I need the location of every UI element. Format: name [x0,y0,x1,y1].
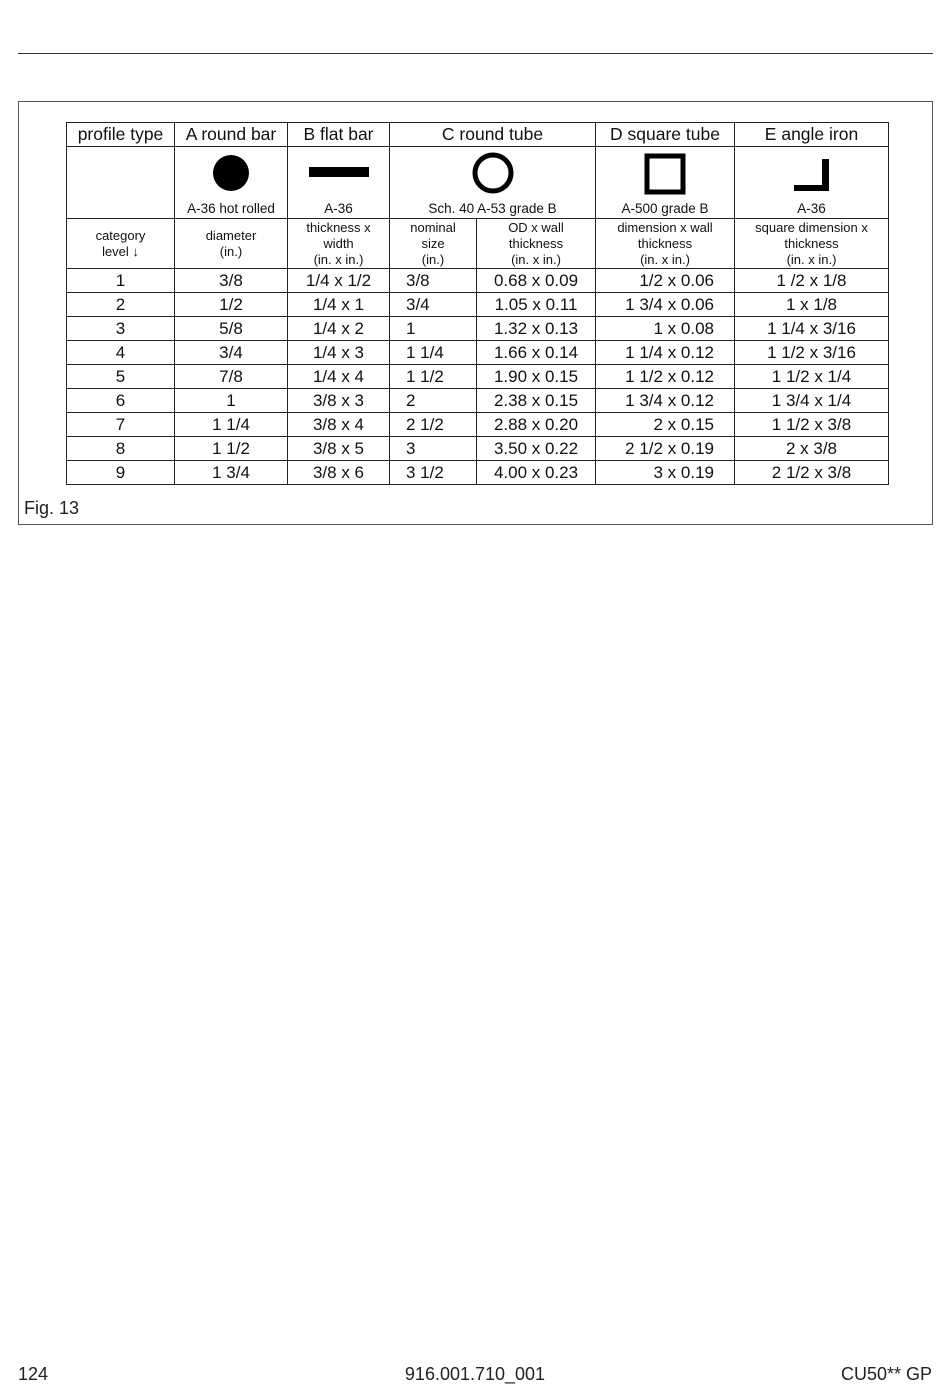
table-cell: 9 [67,461,175,485]
table-cell: 6 [67,389,175,413]
unit-od: OD x wall thickness (in. x in.) [477,219,596,269]
table-cell: 3/8 [175,269,288,293]
table-cell: 1 1/4 [175,413,288,437]
table-cell: 1 1/2 x 3/16 [735,341,889,365]
table-cell: 1 /2 x 1/8 [735,269,889,293]
table-cell: 8 [67,437,175,461]
table-cell: 2 1/2 x 3/8 [735,461,889,485]
table-cell: 1/2 x 0.06 [596,269,735,293]
table-cell: 1/4 x 3 [288,341,390,365]
table-cell: 3.50 x 0.22 [477,437,596,461]
table-row [67,389,889,413]
profile-spec-table [66,122,889,485]
table-cell: 1.05 x 0.11 [477,293,596,317]
table-cell: 1 1/2 x 1/4 [735,365,889,389]
table-cell: 2 1/2 x 0.19 [596,437,735,461]
table-cell: 3/8 x 6 [288,461,390,485]
table-cell: 4.00 x 0.23 [477,461,596,485]
page-number: 124 [18,1364,49,1384]
angle-iron-icon [792,157,832,193]
table-cell: 4 [67,341,175,365]
table-cell: 1.90 x 0.15 [477,365,596,389]
table-cell: 3 1/2 [390,461,477,485]
table-cell: 1 3/4 x 1/4 [735,389,889,413]
table-row [67,437,889,461]
table-cell: 1 3/4 x 0.06 [596,293,735,317]
table-cell: 0.68 x 0.09 [477,269,596,293]
table-cell: 1 x 1/8 [735,293,889,317]
unit-nominal: nominal size (in.) [390,219,477,269]
icon-cell-empty [67,147,175,219]
table-cell: 1/4 x 4 [288,365,390,389]
table-cell: 7 [67,413,175,437]
table-cell: 1/4 x 1 [288,293,390,317]
table-cell: 1/4 x 2 [288,317,390,341]
table-cell: 7/8 [175,365,288,389]
table-row [67,293,889,317]
unit-square: square dimension x thickness (in. x in.) [735,219,889,269]
header-profile-type: profile type [67,123,175,147]
flat-bar-icon [308,165,370,179]
round-tube-material: Sch. 40 A-53 grade B [428,201,557,216]
table-cell: 3 x 0.19 [596,461,735,485]
model-label: CU50** GP [840,1364,932,1384]
table-cell: 1.66 x 0.14 [477,341,596,365]
table-cell: 5/8 [175,317,288,341]
table-cell: 3/8 x 3 [288,389,390,413]
table-cell: 2 [390,389,477,413]
table-row [67,341,889,365]
table-row [67,413,889,437]
table-cell: 3/8 x 4 [288,413,390,437]
top-rule [18,53,933,54]
table-cell: 1.32 x 0.13 [477,317,596,341]
table-row [67,365,889,389]
unit-diameter: diameter (in.) [175,219,288,269]
table-cell: 1/2 [175,293,288,317]
table-cell: 3/4 [175,341,288,365]
header-flat-bar: B flat bar [288,123,390,147]
table-cell: 2 [67,293,175,317]
table-row [67,269,889,293]
table-cell: 1 1/4 x 0.12 [596,341,735,365]
flat-bar-material: A-36 [324,201,353,216]
square-tube-material: A-500 grade B [621,201,709,216]
table-cell: 3/8 x 5 [288,437,390,461]
icon-cell-angle-iron [735,147,889,219]
header-round-bar: A round bar [175,123,288,147]
header-angle-iron: E angle iron [735,123,889,147]
table-cell: 1 1/2 [175,437,288,461]
angle-iron-material: A-36 [797,201,826,216]
table-cell: 1 1/2 [390,365,477,389]
table-cell: 3/4 [390,293,477,317]
table-cell: 1 [175,389,288,413]
table-cell: 3/8 [390,269,477,293]
figure-caption: Fig. 13 [24,498,80,518]
table-cell: 1 [390,317,477,341]
filled-circle-icon [211,153,251,193]
table-cell: 2 1/2 [390,413,477,437]
icon-cell-flat-bar [288,147,390,219]
header-square-tube: D square tube [596,123,735,147]
table-cell: 1 x 0.08 [596,317,735,341]
unit-dimension: dimension x wall thickness (in. x in.) [596,219,735,269]
table-cell: 2.88 x 0.20 [477,413,596,437]
figure-frame [18,101,933,525]
header-round-tube: C round tube [390,123,596,147]
table-cell: 1 1/2 x 0.12 [596,365,735,389]
table-cell: 1 3/4 [175,461,288,485]
round-bar-material: A-36 hot rolled [187,201,275,216]
table-cell: 2 x 0.15 [596,413,735,437]
table-cell: 1 3/4 x 0.12 [596,389,735,413]
document-number: 916.001.710_001 [404,1364,546,1384]
table-cell: 2 x 3/8 [735,437,889,461]
hollow-circle-icon [471,151,515,195]
table-cell: 1 1/2 x 3/8 [735,413,889,437]
icon-cell-square-tube [596,147,735,219]
table-cell: 5 [67,365,175,389]
table-cell: 2.38 x 0.15 [477,389,596,413]
table-cell: 1 1/4 x 3/16 [735,317,889,341]
unit-category: category level ↓ [67,219,175,269]
table-cell: 1 1/4 [390,341,477,365]
table-row [67,461,889,485]
icon-cell-round-bar [175,147,288,219]
table-cell: 1/4 x 1/2 [288,269,390,293]
unit-flat: thickness x width (in. x in.) [288,219,390,269]
hollow-square-icon [644,153,686,195]
table-row [67,317,889,341]
table-cell: 3 [67,317,175,341]
table-cell: 1 [67,269,175,293]
table-cell: 3 [390,437,477,461]
icon-cell-round-tube [390,147,596,219]
